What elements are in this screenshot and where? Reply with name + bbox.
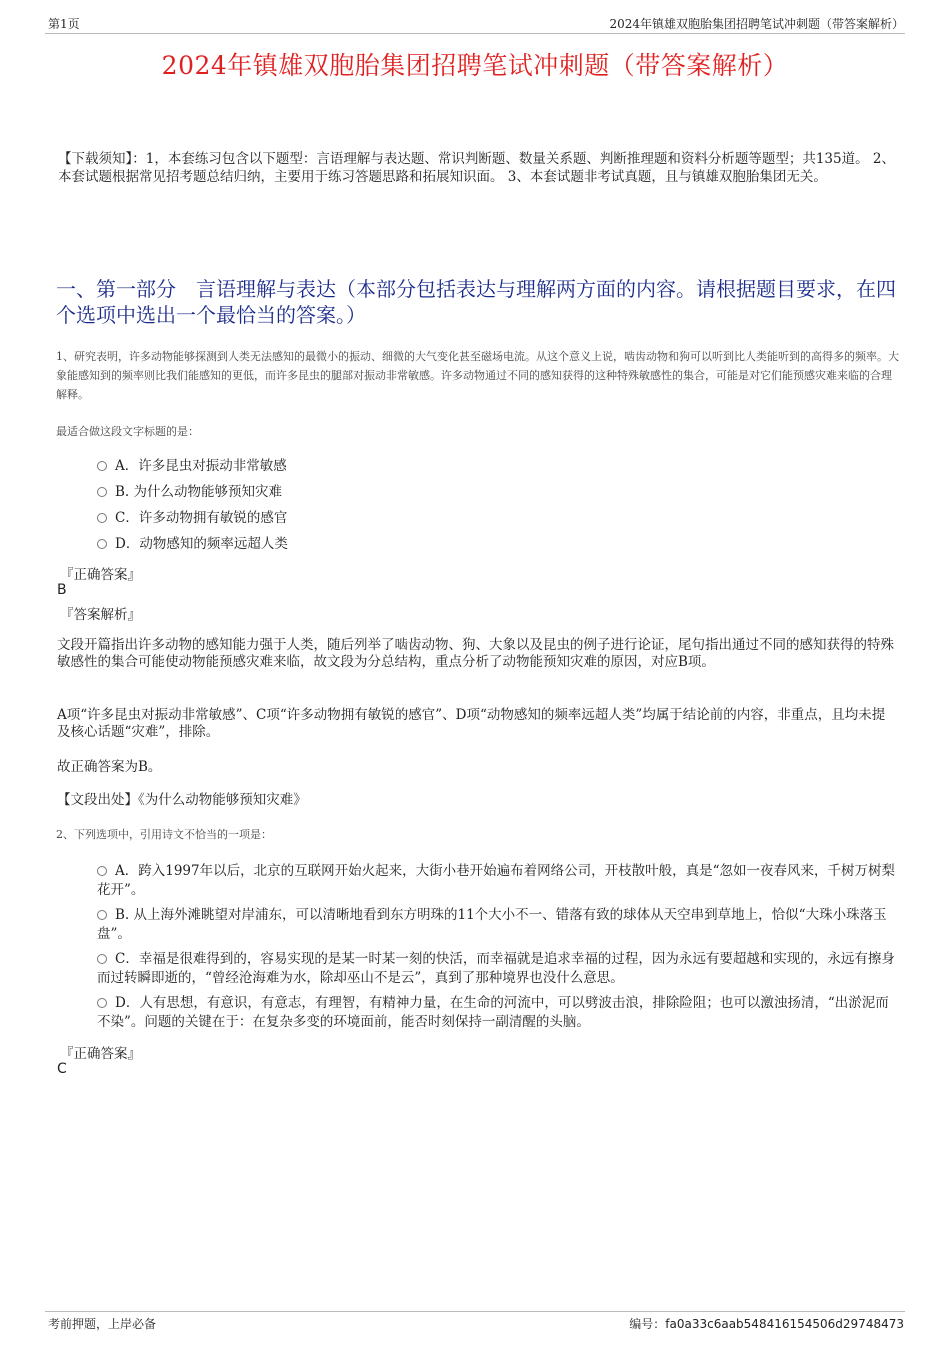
option-label: C．许多动物拥有敏锐的感官 xyxy=(115,510,288,526)
option-label: C．幸福是很难得到的，容易实现的是某一时某一刻的快活，而幸福就是追求幸福的过程，因为永远有要超越和实现的，永远有擦身而过转瞬即逝的，“曾经沧海难为水，除却巫山不是云”，真到了那种境界也没什么意思。 xyxy=(97,951,895,986)
q1-source: 【文段出处】《为什么动物能够预知灾难》 xyxy=(57,792,307,808)
page-number: 第1页 xyxy=(48,17,80,31)
q1-analysis-conclusion: 故正确答案为B。 xyxy=(57,759,162,775)
footer-slogan: 考前押题，上岸必备 xyxy=(48,1317,157,1331)
header-doc-title: 2024年镇雄双胞胎集团招聘笔试冲刺题（带答案解析） xyxy=(609,17,904,31)
q1-answer: B xyxy=(57,582,67,598)
radio-icon[interactable] xyxy=(97,910,107,920)
q2-option-a[interactable] xyxy=(97,862,897,900)
radio-icon[interactable] xyxy=(97,513,107,523)
footer-code-label: 编号： xyxy=(629,1317,666,1331)
q2-answer-label: 『正确答案』 xyxy=(60,1046,141,1062)
radio-icon[interactable] xyxy=(97,539,107,549)
option-label: A．许多昆虫对振动非常敏感 xyxy=(115,458,287,474)
q1-option-d[interactable] xyxy=(97,534,288,554)
q2-answer: C xyxy=(57,1061,67,1077)
download-notice: 【下载须知】：1，本套练习包含以下题型：言语理解与表达题、常识判断题、数量关系题、判断推理题和资料分析题等题型；共135道。 2、本套试题根据常见招考题总结归纳，主要用于练习答题思路和拓展知识面。 3、本套试题非考试真题，且与镇雄双胞胎集团无关。 xyxy=(58,151,895,185)
q1-analysis-label: 『答案解析』 xyxy=(60,607,141,623)
q1-option-a[interactable] xyxy=(97,456,287,476)
option-label: A．跨入1997年以后，北京的互联网开始火起来，大街小巷开始遍布着网络公司，开枝散叶般，真是“忽如一夜春风来，千树万树梨花开”。 xyxy=(97,863,896,898)
option-label: D．人有思想，有意识，有意志，有理智，有精神力量，在生命的河流中，可以劈波击浪，排除险阻；也可以激浊扬清，“出淤泥而不染”。问题的关键在于：在复杂多变的环境面前，能否时刻保持一副清醒的头脑。 xyxy=(97,995,889,1030)
footer-code xyxy=(629,1315,904,1332)
q1-option-c[interactable] xyxy=(97,508,287,528)
radio-icon[interactable] xyxy=(97,998,107,1008)
q1-analysis-paragraph: A项“许多昆虫对振动非常敏感”、C项“许多动物拥有敏锐的感官”、D项“动物感知的频率远超人类”均属于结论前的内容，非重点，且均未提及核心话题“灾难”，排除。 xyxy=(57,707,886,740)
radio-icon[interactable] xyxy=(97,954,107,964)
radio-icon[interactable] xyxy=(97,487,107,497)
radio-icon[interactable] xyxy=(97,461,107,471)
q1-answer-label: 『正确答案』 xyxy=(60,567,141,583)
q2-option-c[interactable] xyxy=(97,950,897,988)
q1-option-b[interactable] xyxy=(97,482,282,502)
option-label: B. 为什么动物能够预知灾难 xyxy=(115,484,283,500)
footer-divider xyxy=(45,1311,905,1312)
question-1-text: 1、研究表明，许多动物能够探测到人类无法感知的最微小的振动、细微的大气变化甚至磁场电流。从这个意义上说，啮齿动物和狗可以听到比人类能听到的高得多的频率。大象能感知到的频率则比我们能感知的更低，而许多昆虫的腿部对振动非常敏感。许多动物通过不同的感知获得的这种特殊敏感性的集合，可能是对它们能预感灾难来临的合理解释。 xyxy=(56,350,899,401)
question-2-text: 2、下列选项中，引用诗文不恰当的一项是： xyxy=(56,828,272,841)
page-title: 2024年镇雄双胞胎集团招聘笔试冲刺题（带答案解析） xyxy=(161,51,789,80)
option-label: B. 从上海外滩眺望对岸浦东，可以清晰地看到东方明珠的11个大小不一、错落有致的球体从天空串到草地上，恰似“大珠小珠落玉盘”。 xyxy=(97,907,887,942)
q2-option-d[interactable] xyxy=(97,994,897,1032)
header-divider xyxy=(45,33,905,34)
footer-code-value: fa0a33c6aab548416154506d29748473 xyxy=(665,1317,904,1331)
q2-option-b[interactable] xyxy=(97,906,897,944)
option-label: D．动物感知的频率远超人类 xyxy=(115,536,288,552)
section-heading: 一、第一部分 言语理解与表达（本部分包括表达与理解两方面的内容。请根据题目要求，在四个选项中选出一个最恰当的答案。） xyxy=(56,277,896,327)
question-1-prompt: 最适合做这段文字标题的是： xyxy=(56,425,199,438)
q1-analysis-paragraph: 文段开篇指出许多动物的感知能力强于人类，随后列举了啮齿动物、狗、大象以及昆虫的例子进行论证，尾句指出通过不同的感知获得的特殊敏感性的集合可能使动物能预感灾难来临，故文段为分总结构，重点分析了动物能预知灾难的原因，对应B项。 xyxy=(57,637,894,670)
radio-icon[interactable] xyxy=(97,866,107,876)
